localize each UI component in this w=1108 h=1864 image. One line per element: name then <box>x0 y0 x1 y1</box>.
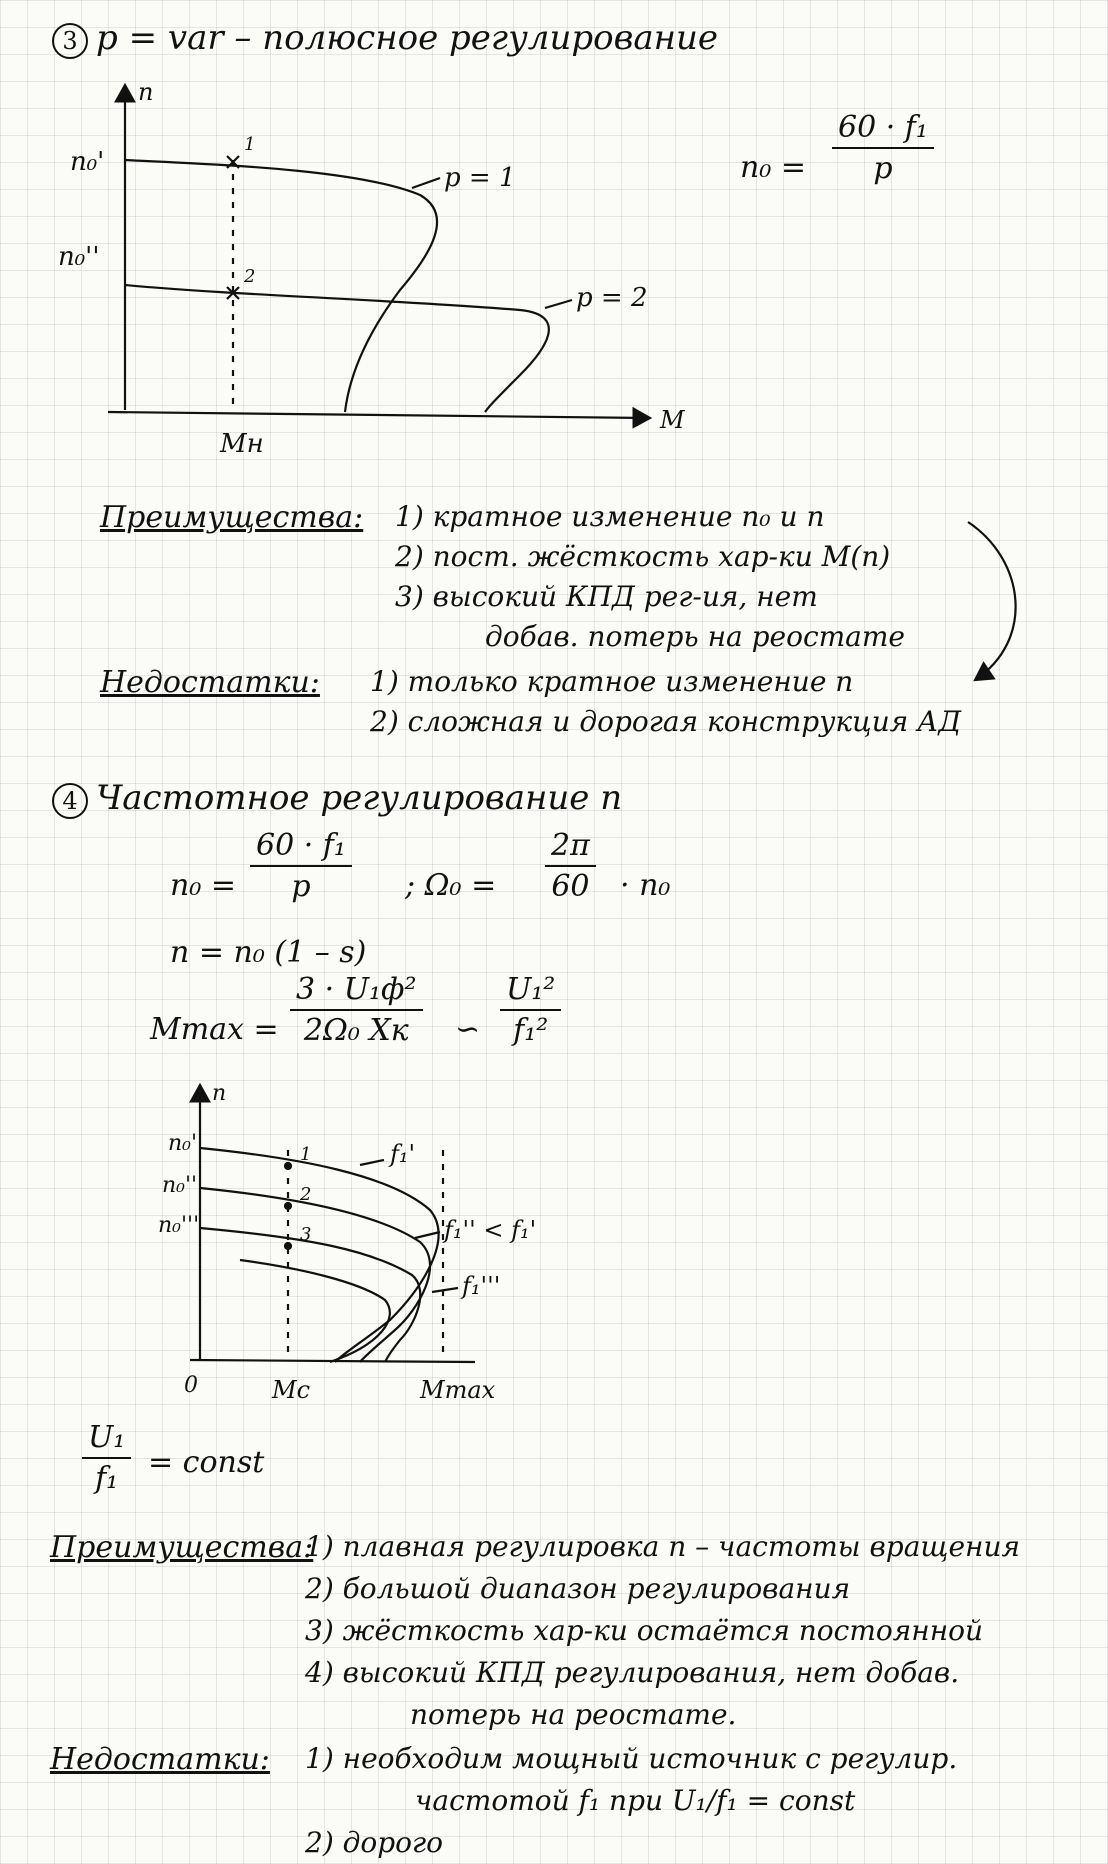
chart1-p1-leader <box>412 178 440 188</box>
cross-reference-arrow <box>968 522 1016 680</box>
section4-formula4-denominator2: f₁² <box>513 1013 549 1048</box>
chart2-f1-double-prime-leader <box>415 1232 440 1238</box>
section4-formula1-fraction <box>250 828 352 904</box>
section3-advantage-3: 3) высокий КПД рег-ия, нет <box>395 580 818 613</box>
section3-number: 3 <box>52 23 88 59</box>
section4-formula2-denominator: 60 <box>551 869 590 904</box>
chart1-curve-p2 <box>125 285 549 412</box>
section3-disadvantage-1: 1) только кратное изменение n <box>370 665 854 698</box>
section4-formula4-lhs: Mmax = <box>150 1012 279 1047</box>
section4-disadvantage-1: 1) необходим мощный источник с регулир. <box>305 1742 958 1775</box>
section4-disadvantages-label: Недостатки: <box>50 1742 270 1777</box>
chart2-point-1-mark <box>285 1163 291 1169</box>
chart2-origin-label: 0 <box>184 1373 198 1398</box>
chart1-x-axis-label: M <box>660 406 685 434</box>
section4-formula2-numerator: 2π <box>545 828 596 867</box>
section4-number: 4 <box>52 783 88 819</box>
section4-ratio-numerator: U₁ <box>82 1420 131 1459</box>
chart1-curve-p1-label: p = 1 <box>444 163 516 193</box>
chart2-max-torque-label: Mmax <box>420 1376 496 1404</box>
section4-title <box>52 778 622 819</box>
section4-ratio-denominator: f₁ <box>95 1461 119 1496</box>
chart2-y-label-n0-triple-prime: n₀''' <box>158 1213 200 1238</box>
section4-formula1-lhs: n₀ = <box>170 868 237 903</box>
chart2-curve-f1-triple-prime <box>200 1228 420 1362</box>
section3-formula-numerator: 60 · f₁ <box>832 110 934 149</box>
chart2-y-label-n0-double-prime: n₀'' <box>162 1173 198 1198</box>
chart1-p2-leader <box>545 300 572 308</box>
section3-advantage-3-cont: добав. потерь на реостате <box>485 620 905 653</box>
section3-disadvantages-label: Недостатки: <box>100 665 320 700</box>
chart1-y-axis-label: n <box>138 78 154 106</box>
chart2-point-1-label: 1 <box>300 1144 312 1165</box>
chart2-curve-f1-triple-prime-label: f₁''' <box>462 1272 501 1300</box>
speed-torque-chart-pole <box>108 85 650 418</box>
chart2-point-2-label: 2 <box>300 1184 312 1205</box>
section4-formula2-lhs: ; Ω₀ = <box>405 868 497 903</box>
chart2-curve-low-freq <box>240 1260 390 1362</box>
section4-disadvantage-1-cont: частотой f₁ при U₁/f₁ = const <box>415 1784 856 1817</box>
chart2-point-2-mark <box>285 1203 291 1209</box>
speed-torque-chart-frequency <box>190 1085 475 1362</box>
chart1-curve-p2-label: p = 2 <box>576 283 648 313</box>
section4-ratio-rhs: = const <box>148 1445 265 1480</box>
section4-advantage-2: 2) большой диапазон регулирования <box>305 1572 851 1605</box>
section4-advantage-4-cont: потерь на реостате. <box>410 1698 737 1731</box>
section4-formula1-denominator: p <box>291 869 311 904</box>
chart1-y-label-n0-prime: n₀' <box>70 147 105 177</box>
section3-advantages-label: Преимущества: <box>100 500 364 535</box>
section4-ratio-fraction <box>82 1420 131 1496</box>
chart2-load-torque-label: Mс <box>272 1376 311 1404</box>
chart1-rated-torque-label: Mн <box>220 429 264 459</box>
section4-advantage-4: 4) высокий КПД регулирования, нет добав. <box>305 1656 960 1689</box>
chart1-x-axis <box>108 412 650 418</box>
chart2-curve-f1-double-prime <box>200 1188 430 1362</box>
section4-advantages-label: Преимущества: <box>50 1530 314 1565</box>
chart1-y-label-n0-double-prime: n₀'' <box>58 242 100 272</box>
section4-formula4-proportional: ∽ <box>455 1012 481 1047</box>
chart2-point-3-label: 3 <box>300 1224 312 1245</box>
section3-formula-lhs: n₀ = <box>740 150 807 185</box>
section4-formula4-numerator2: U₁² <box>500 972 561 1011</box>
section4-formula4-denominator: 2Ω₀ Xк <box>303 1013 409 1048</box>
section4-advantage-1: 1) плавная регулировка n – частоты вращения <box>305 1530 1021 1563</box>
section4-disadvantage-2: 2) дорого <box>305 1826 444 1859</box>
section3-advantage-2: 2) пост. жёсткость хар-ки M(n) <box>395 540 891 573</box>
chart1-point-2-label: 2 <box>244 266 256 287</box>
chart2-y-axis-label: n <box>212 1081 227 1106</box>
section3-disadvantage-2: 2) сложная и дорогая конструкция АД <box>370 705 962 738</box>
chart2-curve-f1-double-prime-label: f₁'' < f₁' <box>444 1216 537 1244</box>
chart1-point-1-label: 1 <box>244 134 256 155</box>
chart2-f1-triple-prime-leader <box>432 1288 458 1292</box>
chart2-curve-f1-prime <box>200 1148 439 1362</box>
section4-formula4-fraction <box>290 972 423 1048</box>
chart2-f1-prime-leader <box>360 1160 384 1165</box>
section3-advantage-1: 1) кратное изменение n₀ и n <box>395 500 825 533</box>
section3-formula-denominator: p <box>873 151 893 186</box>
section4-formula2-rhs: · n₀ <box>620 868 671 903</box>
section4-formula3: n = n₀ (1 – s) <box>170 935 367 970</box>
section4-advantage-3: 3) жёсткость хар-ки остаётся постоянной <box>305 1614 984 1647</box>
section4-formula2-fraction <box>545 828 596 904</box>
chart2-point-3-mark <box>285 1243 291 1249</box>
section4-title-text: Частотное регулирование n <box>96 778 623 818</box>
section3-title-text: p = var – полюсное регулирование <box>96 18 719 58</box>
section4-formula4-numerator: 3 · U₁ф² <box>290 972 423 1011</box>
section4-formula4-fraction2 <box>500 972 561 1048</box>
chart1-curve-p1 <box>125 160 437 412</box>
chart2-y-label-n0-prime: n₀' <box>168 1131 198 1156</box>
section4-formula1-numerator: 60 · f₁ <box>250 828 352 867</box>
chart2-curve-f1-prime-label: f₁' <box>390 1140 416 1168</box>
